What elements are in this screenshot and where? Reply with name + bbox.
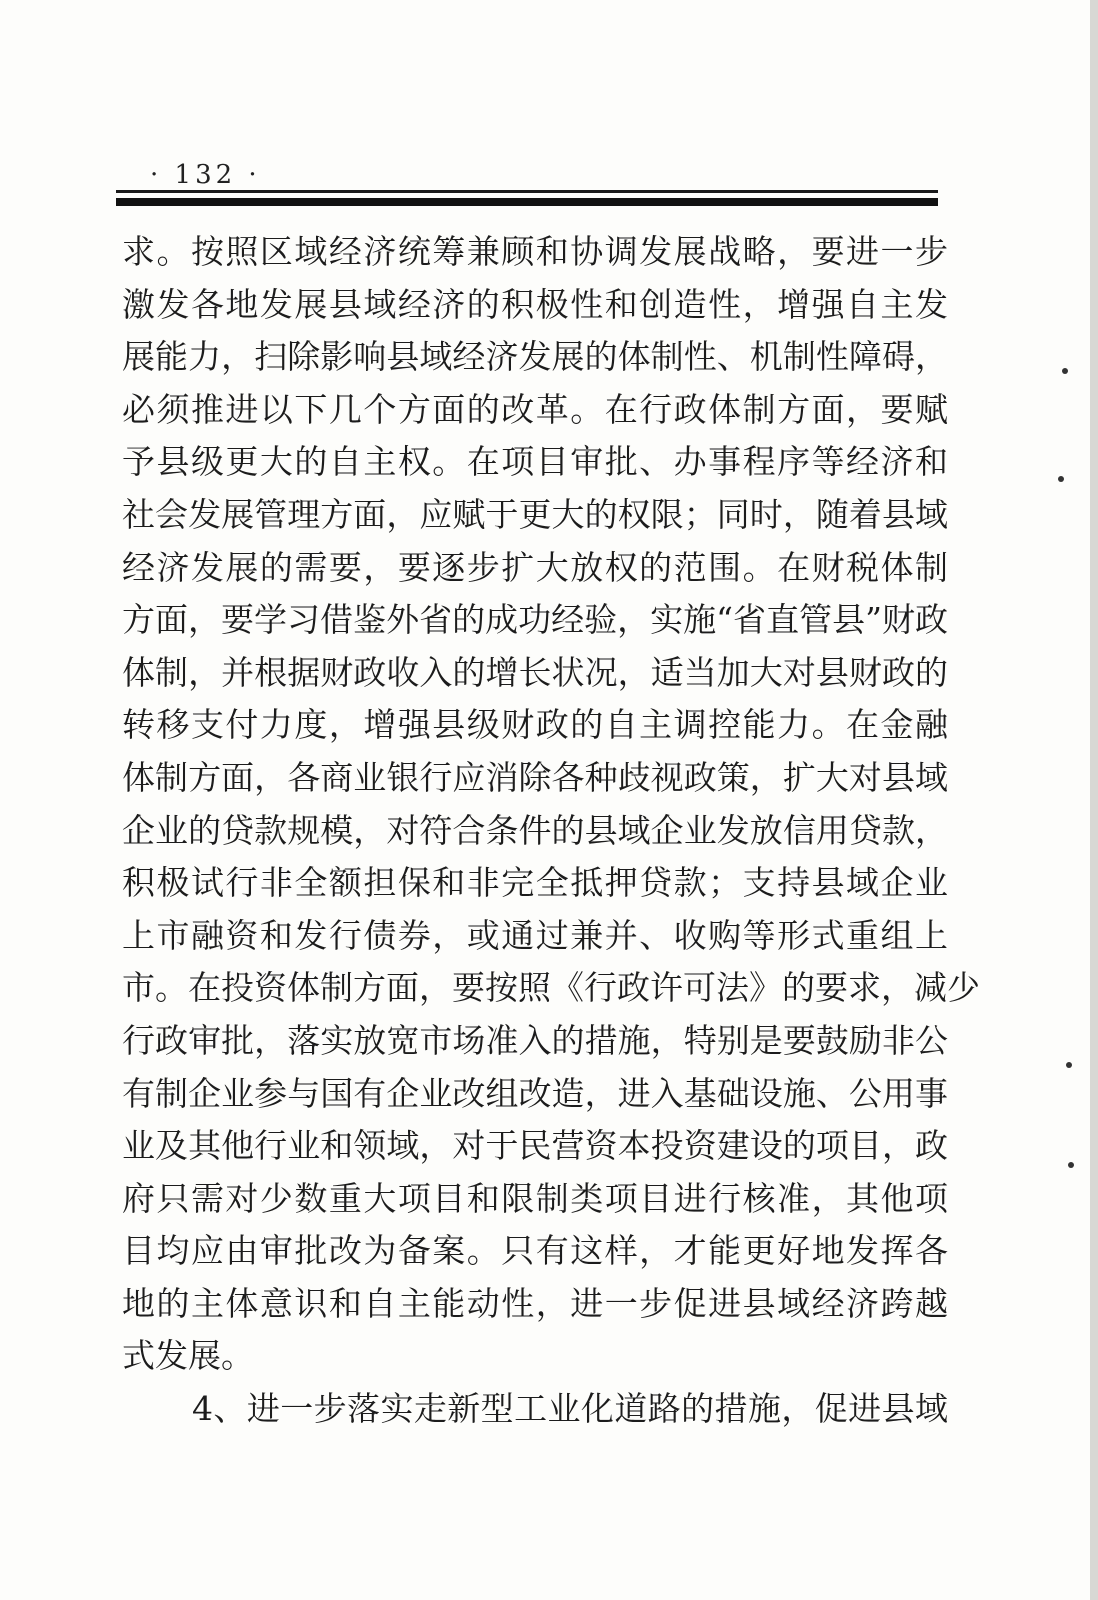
text-line: 地的主体意识和自主能动性，进一步促进县域经济跨越 [122, 1283, 948, 1323]
text-line: 积极试行非全额担保和非完全抵押贷款；支持县域企业 [122, 863, 948, 903]
text-line: 目均应由审批改为备案。只有这样，才能更好地发挥各 [122, 1231, 948, 1271]
text-line: 体制方面，各商业银行应消除各种歧视政策，扩大对县域 [122, 757, 948, 797]
text-line: 市。在投资体制方面，要按照《行政许可法》的要求，减少 [122, 968, 980, 1008]
text-line: 转移支付力度，增强县级财政的自主调控能力。在金融 [122, 705, 948, 745]
header-rule-thin [116, 190, 938, 193]
scan-speck [1058, 476, 1064, 482]
text-line: 企业的贷款规模，对符合条件的县域企业发放信用贷款， [122, 810, 948, 850]
text-line: 有制企业参与国有企业改组改造，进入基础设施、公用事 [122, 1073, 948, 1113]
text-line: 激发各地发展县域经济的积极性和创造性，增强自主发 [122, 284, 948, 324]
text-line: 行政审批，落实放宽市场准入的措施，特别是要鼓励非公 [122, 1020, 948, 1060]
text-line: 体制，并根据财政收入的增长状况，适当加大对县财政的 [122, 652, 948, 692]
text-line: 上市融资和发行债券，或通过兼并、收购等形式重组上 [122, 915, 948, 955]
text-line: 府只需对少数重大项目和限制类项目进行核准，其他项 [122, 1178, 948, 1218]
text-line: 予县级更大的自主权。在项目审批、办事程序等经济和 [122, 442, 948, 482]
text-line: 必须推进以下几个方面的改革。在行政体制方面，要赋 [122, 389, 948, 429]
scan-speck [1062, 368, 1068, 374]
text-line: 业及其他行业和领域，对于民营资本投资建设的项目，政 [122, 1126, 948, 1166]
text-line: 展能力，扫除影响县域经济发展的体制性、机制性障碍， [122, 337, 948, 377]
scan-speck [1066, 1062, 1072, 1068]
page-edge-shadow [1090, 0, 1098, 1600]
scan-speck [1068, 1162, 1074, 1168]
body-text [122, 226, 980, 1436]
page-number: · 132 · [150, 160, 261, 190]
text-line: 方面，要学习借鉴外省的成功经验，实施“省直管县”财政 [122, 600, 948, 640]
text-line: 社会发展管理方面，应赋于更大的权限；同时，随着县域 [122, 494, 948, 534]
text-line: 式发展。 [122, 1336, 254, 1376]
section-heading-line: 4、进一步落实走新型工业化道路的措施，促进县域 [192, 1389, 948, 1429]
header-rule-thick [116, 198, 938, 206]
text-line: 经济发展的需要，要逐步扩大放权的范围。在财税体制 [122, 547, 948, 587]
text-line: 求。按照区域经济统筹兼顾和协调发展战略，要进一步 [122, 232, 948, 271]
